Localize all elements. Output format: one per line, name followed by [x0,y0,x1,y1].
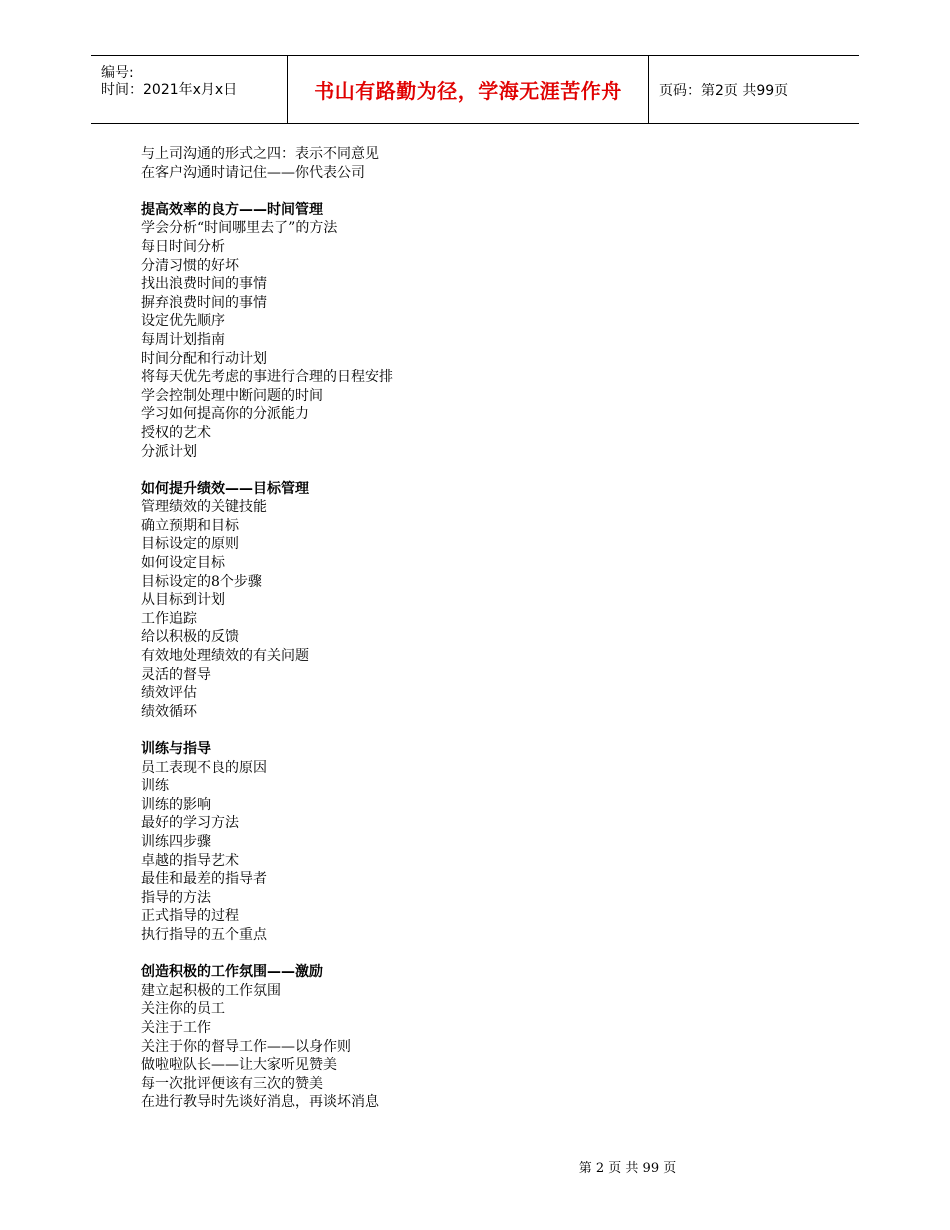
outline-item: 建立起积极的工作氛围 [141,982,281,999]
outline-item: 学会控制处理中断问题的时间 [141,387,323,404]
outline-item: 目标设定的8个步骤 [141,573,262,590]
section-heading: 提高效率的良方——时间管理 [141,201,323,218]
outline-item: 卓越的指导艺术 [141,852,239,869]
outline-item: 指导的方法 [141,889,211,906]
outline-item: 如何设定目标 [141,555,225,572]
section-gap [141,721,841,740]
outline-item: 与上司沟通的形式之四：表示不同意见 [141,146,379,162]
outline-item: 员工表现不良的原因 [141,759,267,776]
outline-item: 目标设定的原则 [141,536,239,553]
outline-item: 确立预期和目标 [141,517,239,534]
section [141,740,841,945]
outline-item: 最佳和最差的指导者 [141,871,267,888]
outline-item: 学会分析“时间哪里去了”的方法 [141,220,338,237]
outline-item: 正式指导的过程 [141,908,239,925]
outline-item: 从目标到计划 [141,592,225,609]
outline-item: 学习如何提高你的分派能力 [141,406,309,423]
outline-item: 分清习惯的好坏 [141,257,239,274]
outline-item: 每日时间分析 [141,238,225,255]
outline-item: 做啦啦队长——让大家听见赞美 [141,1057,337,1074]
section-heading: 训练与指导 [141,741,211,757]
outline-item: 找出浪费时间的事情 [141,276,267,293]
section [141,963,841,1112]
section-gap [141,461,841,480]
outline-item: 每周计划指南 [141,331,225,348]
header-motto: 书山有路勤为径，学海无涯苦作舟 [287,56,649,123]
outline-item: 设定优先顺序 [141,313,225,330]
outline-item: 管理绩效的关键技能 [141,499,267,516]
section-heading: 创造积极的工作氛围——激励 [141,964,323,981]
page-footer: 第 2 页 共 99 页 [578,1161,677,1176]
outline-item: 将每天优先考虑的事进行合理的日程安排 [141,369,393,386]
section [141,145,841,182]
outline-item: 在客户沟通时请记住——你代表公司 [141,164,365,181]
document-body [141,145,841,1112]
outline-item: 分派计划 [141,443,197,460]
section-heading: 如何提升绩效——目标管理 [141,480,309,497]
outline-item: 训练 [141,778,169,795]
section [141,480,841,722]
header-meta [91,56,287,123]
section [141,201,841,461]
outline-item: 在进行教导时先谈好消息，再谈坏消息 [141,1094,379,1111]
outline-item: 有效地处理绩效的有关问题 [141,648,309,665]
outline-item: 给以积极的反馈 [141,629,239,646]
outline-item: 训练的影响 [141,796,211,813]
outline-item: 灵活的督导 [141,666,211,683]
outline-item: 绩效评估 [141,685,197,702]
page-header [91,55,859,124]
outline-item: 最好的学习方法 [141,815,239,832]
header-number-label: 编号: [101,65,134,81]
header-time-label: 时间：2021年x月x日 [101,82,238,98]
outline-item: 授权的艺术 [141,424,211,441]
outline-item: 关注于你的督导工作——以身作则 [141,1038,351,1055]
outline-item: 每一次批评便该有三次的赞美 [141,1075,323,1092]
outline-item: 绩效循环 [141,703,197,720]
outline-item: 关注于工作 [141,1019,211,1036]
header-page-info: 页码：第2页 共99页 [659,82,789,99]
outline-item: 摒弃浪费时间的事情 [141,294,267,311]
outline-item: 关注你的员工 [141,1001,225,1018]
section-gap [141,182,841,201]
outline-item: 时间分配和行动计划 [141,350,267,367]
section-gap [141,945,841,964]
outline-item: 工作追踪 [141,610,197,627]
outline-item: 训练四步骤 [141,833,211,850]
outline-item: 执行指导的五个重点 [141,926,267,943]
